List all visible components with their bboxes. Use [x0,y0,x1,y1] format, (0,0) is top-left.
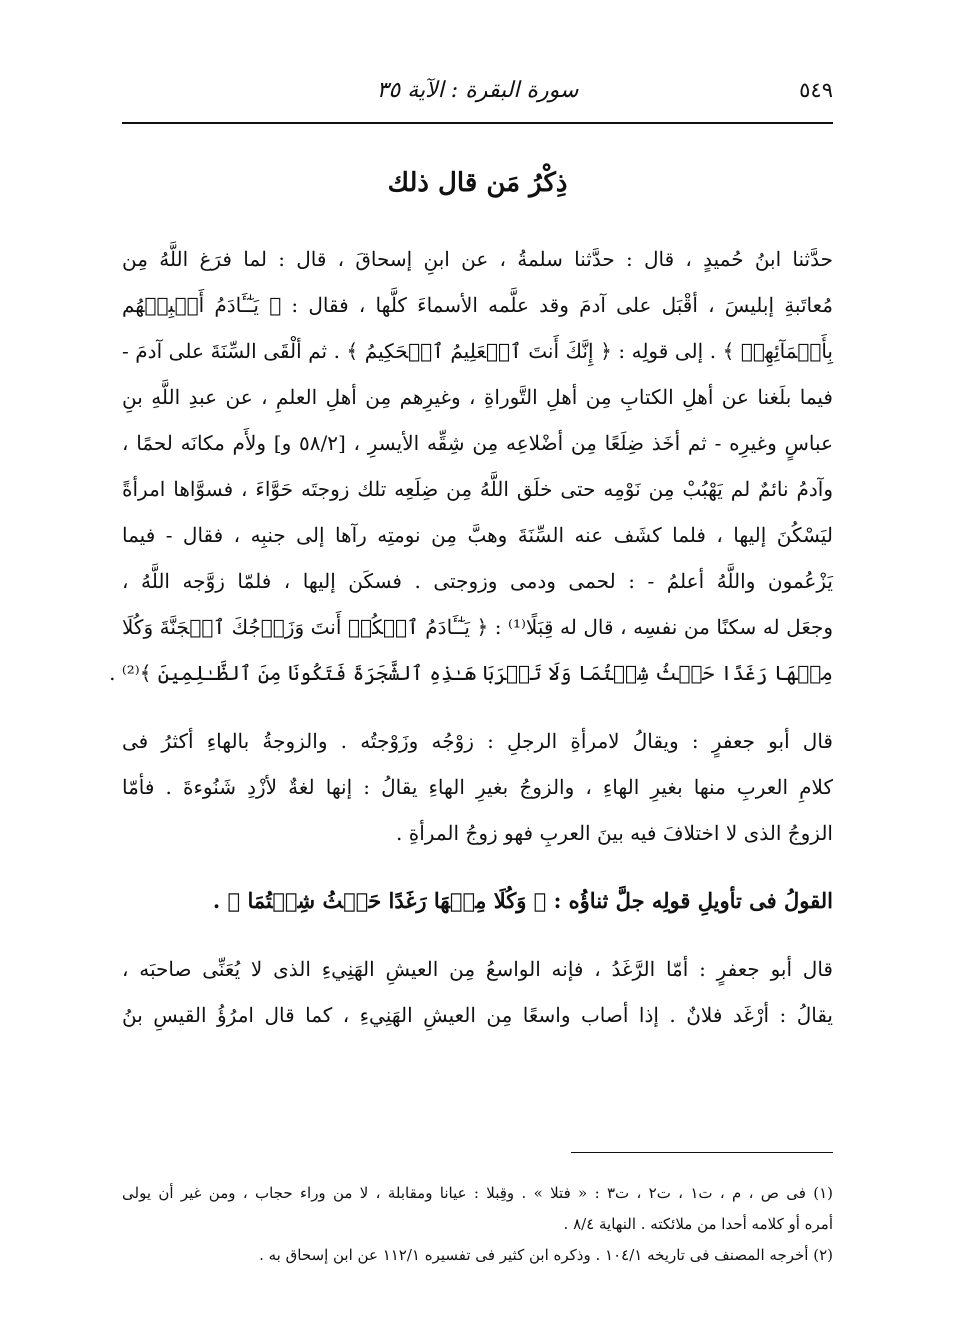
running-title: سورة البقرة : الآية ٣٥ [376,77,579,103]
footnote-line: أمره أو كلامه أحدا من ملائكته . النهاية ٨/٤ . [563,1215,833,1233]
footnote-line: (١) فى ص ، م ، ت١ ، ت٢ ، ت٣ : « فتلا » . وقِبلا : عيانا ومقابلة ، لا من وراء حجاب ، ومن غير أن يولى [122,1184,834,1202]
footnote-line: (٢) أخرجه المصنف فى تاريخه ١٠٤/١ . وذكره ابن كثير فى تفسيره ١١٢/١ عن ابن إسحاق به . [259,1246,833,1264]
main-text [109,236,833,1038]
page-number: ٥٤٩ [799,78,833,102]
section-heading: ذِكْرُ مَن قال ذلك [387,168,568,198]
paragraph-gap [122,924,833,946]
text-line: قال أبو جعفرٍ : أمّا الرَّغَدُ ، فإنه الواسعُ مِن العيشِ الهَنِيءِ الذى لا يُعَنِّى صاحبَه ، [122,957,833,981]
text-line: حدَّثنا ابنُ حُميدٍ ، قال : حدَّثنا سلمةُ ، عن ابنِ إسحاقَ ، قال : لما فرَغ اللَّهُ مِن [122,247,833,271]
footnote-rule [571,1152,833,1153]
text-line: وجعَل له سكنًا من نفسِه ، قال له قِبَلًا⁽¹⁾ : ﴿ يَـٰٓـَٔادَمُ ٱسۡكُنۡ أَنتَ وَزَوۡجُكَ ٱلۡجَنَّةَ وَكُلَا [122,615,833,639]
text-line: قال أبو جعفرٍ : ويقالُ لامرأةِ الرجلِ : زوْجُه وزَوْجتُه . والزوجةُ بالهاءِ أكثرُ فى [122,729,833,753]
interpretation-heading: القولُ فى تأويلِ قولِه جلَّ ثناؤُه : ﴿ وَكُلَا مِنۡهَا رَغَدًا حَيۡثُ شِئۡتُمَا ﴾ . [212,888,833,913]
paragraph-gap [122,856,833,878]
text-line: فيما بلَغنا عن أهلِ الكتابِ مِن أهلِ التَّوراةِ ، وغيرِهم مِن أهلِ العلمِ ، عن عبدِ اللَّهِ بنِ [122,385,833,409]
paragraph-2 [122,718,833,856]
header-rule [122,122,833,124]
text-line: ليَسْكُنَ إليها ، فلما كشَف عنه السِّنَةَ وهبَّ مِن نومتِه رآها إلى جنبِه ، فقال - فيما [122,523,833,547]
text-line: عباسٍ وغيرِه - ثم أخَذ ضِلَعًا مِن أضْلاعِه مِن شِقِّه الأيسرِ ، [٥٨/٢ و] ولأَم مكانَه لحمًا ، [122,431,833,455]
paragraph-3 [122,946,833,1038]
text-line: وآدمُ نائمٌ لم يَهْبُبْ مِن نَوْمِه حتى خلَق اللَّهُ مِن ضِلَعِه تلك زوجتَه حَوَّاءَ ، فسوَّاها امرأةً [122,477,833,501]
text-line: مِنۡهَا رَغَدًا حَيۡثُ شِئۡتُمَا وَلَا تَقۡرَبَا هَـٰذِهِ ٱلشَّجَرَةَ فَتَكُونَا مِنَ ٱلظَّـٰلِمِينَ ﴾⁽²⁾ . [109,661,833,685]
paragraph-1 [109,236,833,696]
footnotes [122,1178,833,1271]
text-line: يَزْعُمون واللَّهُ أعلمُ - : لحمى ودمى وزوجتى . فسكَن إليها ، فلمّا زوَّجه اللَّهُ ، [122,569,833,593]
page-header [122,70,833,110]
text-line: مُعاتَبةِ إبليسَ ، أقْبَل على آدمَ وقد علَّمه الأسماءَ كلَّها ، فقال : ﴿ يَـٰٓـَٔادَمُ أَنۢبِئۡهُم [122,293,833,317]
text-line: الزوجُ الذى لا اختلافَ فيه بينَ العربِ فهو زوجُ المرأةِ . [396,821,833,845]
paragraph-gap [122,696,833,718]
text-line: يقالُ : أرْغَد فلانٌ . إذا أصاب واسعًا مِن العيشِ الهَنِيءِ ، كما قال امرُؤُ القيسِ بنُ [122,1003,833,1027]
text-line: كلامِ العربِ منها بغيرِ الهاءِ ، والزوجُ بغيرِ الهاءِ يقالُ : إنها لغةٌ لأزْدِ شَنُوءةَ . فأمّا [122,775,833,799]
text-line: بِأَسۡمَآئِهِمۡ ﴾ . إلى قولِه : ﴿ إِنَّكَ أَنتَ ٱلۡعَلِيمُ ٱلۡحَكِيمُ ﴾ . ثم ألْقَى السِّنَةَ على آدمَ - [122,339,833,363]
